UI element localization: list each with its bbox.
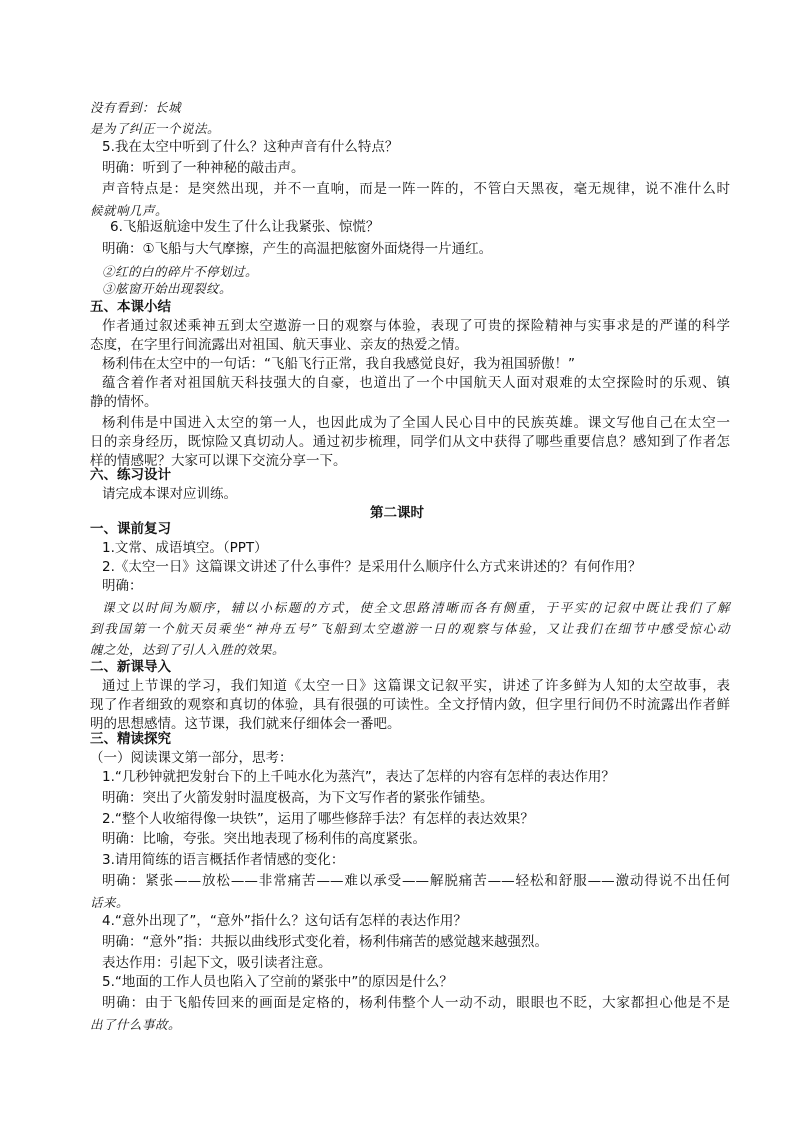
text-line: 请完成本课对应训练。 [102,486,237,502]
section-heading: 一、课前复习 [90,521,171,537]
question-line: 4.“意外出现了”，“意外”指什么？这句话有怎样的表达作用？ [102,913,467,929]
text-line: 静的情怀。 [90,394,158,410]
question-6: 6.飞船返航途中发生了什么让我紧张、惊慌？ [110,219,380,235]
answer-line: 明确：①飞船与大气摩擦，产生的高温把舷窗外面烧得一片通红。 [102,241,493,257]
text-line: 没有看到：长城 [90,100,182,115]
question-line: 2.“整个人收缩得像一块铁”，运用了哪些修辞手法？有怎样的表达效果？ [102,811,534,827]
text-line: （一）阅读课文第一部分，思考： [90,750,293,766]
text-line: 作者通过叙述乘神五到太空遨游一日的观察与体验，表现了可贵的探险精神与实事求是的严谨的科学 [102,318,730,334]
question-5: 5.我在太空中听到了什么？这种声音有什么特点？ [102,139,399,155]
lesson-title: 第二课时 [370,505,424,521]
text-line: 样的情感呢？大家可以课下交流分享一下。 [90,453,347,469]
text-line: 杨利伟是中国进入太空的第一人，也因此成为了全国人民心目中的民族英雄。课文写他自己在太空一 [102,415,730,431]
answer-line: 明确： [102,578,143,594]
answer-line: 课文以时间为顺序，辅以小标题的方式，使全文思路清晰而各有侧重，于平实的记叙中既让我们了解 [102,600,730,615]
answer-line: 表达作用：引起下文，吸引读者注意。 [102,955,332,971]
question-line: 5.“地面的工作人员也陷入了空前的紧张中”的原因是什么？ [102,974,453,990]
question-line: 3.请用简练的语言概括作者情感的变化： [102,852,345,868]
answer-line: 明确：突出了火箭发射时温度极高，为下文写作者的紧张作铺垫。 [102,790,494,806]
section-heading: 三、精读探究 [90,731,171,747]
answer-line: ②红的白的碎片不停划过。 [102,264,259,279]
answer-line: 话来。 [90,895,130,910]
answer-line: 魄之处，达到了引人入胜的效果。 [90,642,286,657]
answer-line: 明确：听到了一种神秘的敲击声。 [102,160,305,176]
text-line: 1.文常、成语填空。（PPT） [102,540,268,556]
text-line: 2.《太空一日》这篇课文讲述了什么事件？是采用什么顺序什么方式来讲述的？有何作用？ [102,559,642,575]
text-line: 杨利伟在太空中的一句话：“飞船飞行正常，我自我感觉良好，我为祖国骄傲！” [102,356,575,372]
text-line: 蕴含着作者对祖国航天科技强大的自豪，也道出了一个中国航天人面对艰难的太空探险时的乐观、镇 [102,375,730,391]
text-line: 声音特点是：是突然出现，并不一直响，而是一阵一阵的，不管白天黑夜，毫无规律，说不准什么时 [102,181,730,197]
text-line: 现了作者细致的观察和真切的体验，具有很强的可读性。全文抒情内敛，但字里行间仍不时流露出作者鲜 [90,697,730,713]
answer-line: ③舷窗开始出现裂纹。 [102,281,233,296]
answer-line: 到我国第一个航天员乘坐“神舟五号”飞船到太空遨游一日的观察与体验，又让我们在细节中感受惊心动 [90,621,730,636]
text-line: 明的思想感情。这节课，我们就来仔细体会一番吧。 [90,716,401,732]
answer-line: 出了什么事故。 [90,1017,182,1032]
text-line: 通过上节课的学习，我们知道《太空一日》这篇课文记叙平实，讲述了许多鲜为人知的太空故事，表 [102,678,730,694]
text-line: 候就响几声。 [90,203,169,218]
answer-line: 明确：紧张——放松——非常痛苦——难以承受——解脱痛苦——轻松和舒服——激动得说不出任何 [102,873,730,889]
answer-line: 明确：比喻，夸张。突出地表现了杨利伟的高度紧张。 [102,831,426,847]
question-line: 1.“几秒钟就把发射台下的上千吨水化为蒸汽”，表达了怎样的内容有怎样的表达作用？ [102,769,615,785]
section-heading: 五、本课小结 [90,299,171,315]
text-line: 态度，在字里行间流露出对祖国、航天事业、亲友的热爱之情。 [90,337,468,353]
answer-line: 明确：“意外”指：共振以曲线形式变化着，杨利伟痛苦的感觉越来越强烈。 [102,934,548,950]
answer-line: 明确：由于飞船传回来的画面是定格的，杨利伟整个人一动不动，眼眼也不眨，大家都担心他是不是 [102,995,730,1011]
section-heading: 六、练习设计 [90,467,171,483]
text-line: 日的亲身经历，既惊险又真切动人。通过初步梳理，同学们从文中获得了哪些重要信息？感知到了作者怎 [90,434,730,450]
section-heading: 二、新课导入 [90,659,171,675]
text-line: 是为了纠正一个说法。 [90,121,221,136]
